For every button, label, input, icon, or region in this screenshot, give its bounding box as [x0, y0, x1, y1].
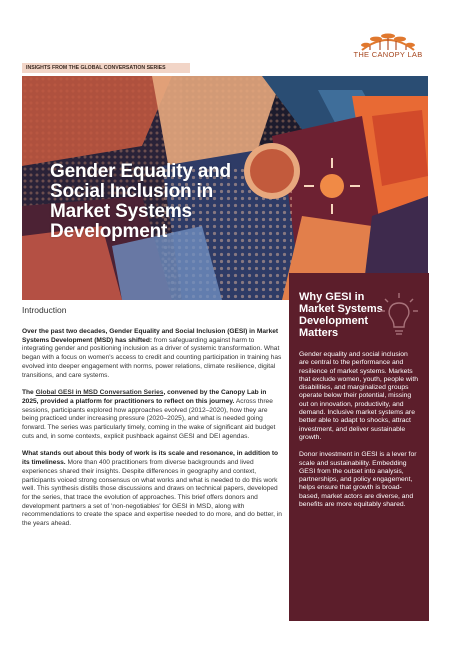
- intro-p1-text: from safeguarding against harm to integrating gender and positioning inclusion as a driver of systemic transformation. What began with a focus on women's access to credit and counting participation in training has evolved into deeper engagement with norms, power relations, climate resilience, digital transitions, and care systems.: [22, 336, 282, 379]
- intro-p3-bold: What stands out about this body of work is its scale and resonance, in addition to its timeliness.: [22, 450, 279, 467]
- introduction-section: [22, 305, 284, 538]
- intro-p2-prefix: The: [22, 389, 36, 397]
- intro-p1-bold: Over the past two decades, Gender Equality and Social Inclusion (GESI) in Market Systems Development (MSD) has shifted:: [22, 328, 279, 344]
- intro-p3-text: More than 400 practitioners from diverse backgrounds and lived experiences shared their insights. Despite differences in geography and context, participants voiced strong consensus on what works and what is needed to do this work well. This synthesis distills those discussions and draws on technical papers, developed for the series, that trace the evolution of approaches. This brief offers donors and development partners a set of 'non-negotiables' for GESI in MSD, along with recommendations to create the space and expertise needed to do more, and do better, in the years ahead.: [22, 459, 282, 528]
- intro-paragraph-3: [22, 450, 284, 528]
- panel-paragraph-1: Gender equality and social inclusion are central to the performance and resilience of market systems. Markets that exclude women, youth, people with disabilities, and marginalized groups operate below their potential, missing out on innovation, productivity, and demand. Inclusive market systems are better able to adapt to shocks, attract investment, and deliver sustainable growth.: [299, 351, 419, 441]
- lightbulb-icon: [377, 291, 421, 341]
- intro-paragraph-2: [22, 389, 284, 441]
- intro-paragraph-1: [22, 328, 284, 380]
- logo-text: THE CANOPY LAB: [353, 50, 423, 59]
- intro-p2-text: Across three sessions, participants explored how approaches evolved (2012–2020), how they are being practiced under increasing pressure (2020–2025), and what is needed going forward. The series was particularly timely, coming in the wake of significant aid budget cuts and, in some contexts, explicit pushback against GESI and DEI agendas.: [22, 397, 276, 440]
- series-label: INSIGHTS FROM THE GLOBAL CONVERSATION SERIES: [22, 63, 190, 73]
- introduction-heading: Introduction: [22, 305, 67, 315]
- canopy-tree-logo-icon: [348, 28, 428, 68]
- panel-paragraph-2: Donor investment in GESI is a lever for scale and sustainability. Embedding GESI from the outset into analysis, partnerships, and policy engagement, helps ensure that growth is broad-based, market actors are diverse, and benefits are more equitably shared.: [299, 451, 417, 509]
- why-gesi-panel: [289, 273, 429, 621]
- conversation-series-link[interactable]: Global GESI in MSD Conversation Series: [35, 389, 164, 397]
- hero-banner: [22, 76, 428, 300]
- intro-p2-bold: , convened by the Canopy Lab in 2025, provided a platform for practitioners to reflect on this journey.: [22, 389, 267, 405]
- panel-heading: Why GESI in Market Systems Development Matters: [299, 291, 383, 339]
- hero-title: Gender Equality and Social Inclusion in Market Systems Development: [50, 161, 231, 242]
